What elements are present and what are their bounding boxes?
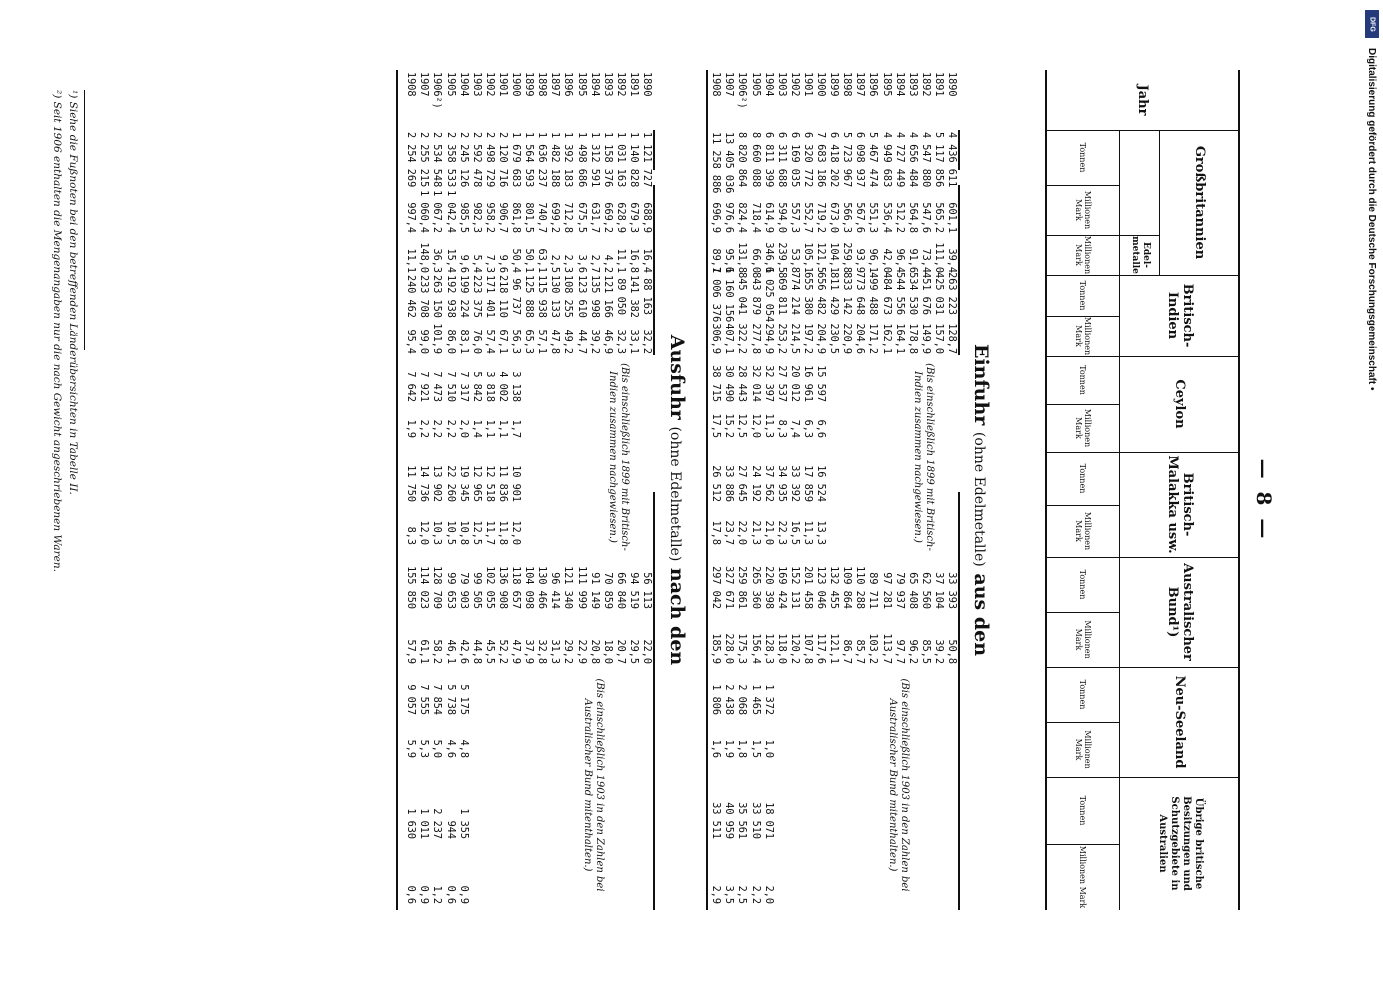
ausfuhr-col-ub-tonnen: 1 355 944 2 237 1 011 1 630 bbox=[405, 808, 469, 839]
header-ceylon: Ceylon bbox=[1172, 379, 1188, 429]
einfuhr-suffix: aus den bbox=[970, 573, 992, 657]
ausfuhr-col-nz-mill: 4,8 4,6 5,0 5,3 5,9 bbox=[405, 739, 469, 758]
ausfuhr-col-au-tonnen: 56 113 94 519 66 840 70 859 91 149 111 999 121 340 96 414 130 466 104 098 118 657 136 908 102 055 99 505 79 903 99 653 128 709 114 023 155 850 bbox=[405, 566, 652, 609]
ausfuhr-col-au-mill: 22,0 29,5 20,7 18,0 20,8 22,9 29,2 31,3 32,8 37,9 47,9 52,2 45,5 44,8 42,6 46,1 58,2 61,1 57,9 bbox=[405, 639, 652, 664]
header-australien: Australischer Bund¹) bbox=[1165, 563, 1195, 661]
subheader-nz-tonnen: Tonnen bbox=[1078, 679, 1088, 710]
ausfuhr-col-gb-edel: 16,4 16,8 11,1 4,2 2,7 3,6 2,3 2,5 63,1 50,1 50,4 9,6 7,3 5,4 9,6 15,4 36,3 148,0 11,1 bbox=[405, 242, 652, 273]
subheader-au-tonnen: Tonnen bbox=[1078, 569, 1088, 600]
einfuhr-col-ub-tonnen: 18 071 33 510 35 561 40 959 33 511 bbox=[710, 802, 774, 839]
subheader-gb-mill: Millionen Mark bbox=[1074, 190, 1092, 230]
ausfuhr-col-ce-tonnen: 3 138 4 002 3 818 5 842 7 317 7 510 7 473 7 921 7 642 bbox=[405, 371, 522, 402]
einfuhr-col-au-tonnen: 33 393 37 104 62 560 65 408 79 937 97 281 89 711 110 288 109 864 132 455 123 046 201 458 152 131 169 424 220 398 265 360 259 861 327 671 297 042 bbox=[710, 566, 957, 609]
ausfuhr-col-ce-mill: 1,7 1,1 1,1 1,4 2,0 2,2 2,2 2,2 1,9 bbox=[405, 419, 522, 438]
einfuhr-col-ma-mill: 13,3 11,3 16,5 22,3 21,0 21,3 22,0 23,7 17,8 bbox=[710, 520, 827, 545]
einfuhr-col-nz-mill: 1,0 1,5 1,8 1,9 1,6 bbox=[710, 739, 774, 758]
subheader-ce-tonnen: Tonnen bbox=[1078, 365, 1088, 395]
subheader-nz-mill: Millionen Mark bbox=[1074, 730, 1092, 769]
einfuhr-col-ma-tonnen: 16 524 17 859 33 392 34 935 37 562 24 192 27 645 33 886 26 512 bbox=[710, 465, 827, 502]
ausfuhr-suffix: nach den bbox=[666, 567, 688, 666]
einfuhr-col-au-mill: 50,8 39,2 85,5 96,2 97,7 113,7 103,2 85,7 86,7 121,1 117,6 107,8 120,2 118,0 128,3 156,4 175,3 228,0 185,9 bbox=[710, 633, 957, 664]
einfuhr-note-ceylon: (Bis einschließlich 1899 mit Britisch-Indien zusammen nachgewiesen.) bbox=[912, 363, 935, 551]
header-indien: Britisch-Indien bbox=[1165, 283, 1195, 348]
einfuhr-title-word: Einfuhr bbox=[970, 343, 992, 426]
subheader-gb-tonnen: Tonnen bbox=[1078, 142, 1088, 173]
header-gb: Großbritannien bbox=[1192, 145, 1208, 260]
subheader-ma-mill: Millionen Mark bbox=[1074, 511, 1092, 551]
einfuhr-col-ce-tonnen: 15 597 16 961 20 012 27 537 32 397 32 014 28 443 30 490 38 715 bbox=[710, 365, 827, 402]
einfuhr-subtitle: (ohne Edelmetalle) bbox=[971, 431, 987, 567]
rotated-page bbox=[51, 70, 1280, 930]
subheader-in-mill: Millionen Mark bbox=[1074, 316, 1092, 356]
subheader-ce-mill: Millionen Mark bbox=[1074, 408, 1092, 448]
ausfuhr-col-nz-tonnen: 5 175 5 738 7 854 7 555 9 057 bbox=[405, 684, 469, 715]
page-number: — 8 — bbox=[1252, 458, 1276, 542]
einfuhr-col-gb-tonnen: 4 436 611 5 117 856 4 547 880 4 656 484 4 727 449 4 949 683 5 467 474 6 098 937 5 723 967 6 418 202 7 683 186 6 320 772 6 169 035 6 311 688 6 811 399 8 660 088 8 820 864 13 405 036 11 258 886 bbox=[710, 132, 957, 194]
einfuhr-col-gb-mill: 601,1 565,2 547,6 564,8 512,2 536,4 551,3 567,6 566,3 673,0 719,2 552,7 557,3 594,0 614,9 718,4 824,4 976,6 696,9 bbox=[710, 202, 957, 233]
ausfuhr-col-jahr: 1890 1891 1892 1893 1894 1895 1896 1897 1898 1899 1900 1901 1902 1903 1904 1905 1906²) 1907 1908 bbox=[405, 72, 652, 109]
einfuhr-col-jahr: 1890 1891 1892 1893 1894 1895 1896 1897 1898 1899 1900 1901 1902 1903 1904 1905 1906²) 1907 1908 bbox=[710, 72, 957, 109]
subheader-ub-mill: Millionen Mark bbox=[1078, 845, 1088, 909]
einfuhr-note-nz: (Bis einschließlich 1903 in den Zahlen bei Australischer Bund mitenthalten.) bbox=[887, 678, 910, 892]
digitization-credit-text: Digitalisierung gefördert durch die Deutsche Forschungsgemeinschaft • bbox=[1366, 48, 1377, 391]
einfuhr-col-nz-tonnen: 1 372 1 465 2 068 2 438 1 806 bbox=[710, 684, 774, 715]
ausfuhr-note-nz: (Bis einschließlich 1903 in den Zahlen bei Australischer Bund mitenthalten.) bbox=[582, 678, 605, 892]
subheader-ma-tonnen: Tonnen bbox=[1078, 463, 1088, 494]
ausfuhr-col-in-tonnen: 88 163 141 382 89 050 121 166 135 998 123 610 108 255 130 133 115 938 125 888 96 737 218 110 171 401 223 375 199 224 192 938 263 150 233 708 240 462 bbox=[405, 275, 652, 318]
header-malakka: Britisch-Malakka usw. bbox=[1165, 455, 1195, 554]
ausfuhr-col-ub-mill: 0,9 0,6 1,2 0,9 0,6 bbox=[405, 885, 469, 904]
einfuhr-title bbox=[970, 70, 992, 930]
ausfuhr-col-gb-mill: 688,9 679,3 628,9 669,2 631,7 675,5 712,8 699,2 740,7 801,5 861,8 906,7 958,2 982,3 985,5 1 042,4 1 067,2 1 060,4 997,4 bbox=[405, 190, 652, 233]
ausfuhr-col-ma-tonnen: 10 901 11 836 12 518 12 965 19 345 22 260 13 902 14 736 11 750 bbox=[405, 465, 522, 502]
ausfuhr-col-ma-mill: 12,0 11,8 11,7 12,5 10,8 10,5 10,3 12,0 8,3 bbox=[405, 520, 522, 545]
header-jahr: Jahr bbox=[1135, 84, 1151, 116]
footnote-2: ²) Seit 1906 enthalten die Mengenangaben nur die nach Gewicht angeschriebenen Waren. bbox=[51, 90, 63, 572]
digitization-credit bbox=[1361, 12, 1377, 392]
einfuhr-col-in-tonnen: 263 223 425 031 451 676 534 530 544 556 484 673 499 488 773 648 833 142 811 429 656 482 655 380 774 214 869 811 1 025 054 843 879 845 041 1 160 156 1 006 376 bbox=[710, 267, 957, 323]
einfuhr-col-ce-mill: 6,6 6,3 7,4 8,3 11,3 12,0 12,5 15,2 17,5 bbox=[710, 413, 827, 438]
ausfuhr-col-in-mill: 32,2 33,1 32,3 46,9 39,2 44,7 49,2 47,8 57,1 65,3 56,3 67,1 57,4 76,0 83,1 86,0 101,9 99,0 95,4 bbox=[405, 323, 652, 354]
subheader-au-mill: Millionen Mark bbox=[1074, 620, 1092, 659]
ausfuhr-title bbox=[666, 70, 688, 930]
subheader-ub-tonnen: Tonnen bbox=[1078, 795, 1088, 826]
subheader-gb-edel-mill: Millionen Mark bbox=[1074, 235, 1092, 275]
header-uebrige: Übrige britische Besitzungen und Schutzgebiete in Australien bbox=[1157, 796, 1204, 891]
dfg-logo-icon: DFG bbox=[1365, 10, 1379, 38]
header-neuseeland: Neu-Seeland bbox=[1172, 675, 1188, 769]
ausfuhr-col-gb-tonnen: 1 121 727 1 140 828 1 031 163 1 158 376 1 312 591 1 498 686 1 392 183 1 482 188 1 636 237 1 564 593 1 679 683 2 120 716 2 498 729 2 592 478 2 245 126 2 358 533 2 534 548 2 255 215 2 254 269 bbox=[405, 132, 652, 188]
einfuhr-col-ub-mill: 2,0 2,2 2,5 3,5 2,9 bbox=[710, 885, 774, 904]
einfuhr-col-gb-edel: 39,4 111,0 73,4 91,6 96,4 42,0 96,1 93,9 259,8 104,1 121,5 105,1 53,8 239,5 346,6 66,0 131,8 95,6 89,7 bbox=[710, 242, 957, 273]
ausfuhr-note-ceylon: (Bis einschließlich 1899 mit Britisch-Indien zusammen nachgewiesen.) bbox=[607, 363, 630, 551]
ausfuhr-title-word: Ausfuhr bbox=[666, 334, 688, 420]
header-gb-edel: Edel-metalle bbox=[1130, 236, 1151, 274]
einfuhr-col-in-mill: 128,7 157,0 149,9 178,8 164,1 162,1 171,2 204,6 220,9 230,5 204,9 197,2 214,5 253,2 294,9 277,8 322,2 407,1 306,9 bbox=[710, 323, 957, 354]
ausfuhr-subtitle: (ohne Edelmetalle) bbox=[667, 426, 683, 562]
subheader-in-tonnen: Tonnen bbox=[1078, 280, 1088, 311]
footnote-1: ¹) Siehe die Fußnoten bei den betreffenden Länderübersichten in Tabelle II. bbox=[67, 90, 79, 495]
